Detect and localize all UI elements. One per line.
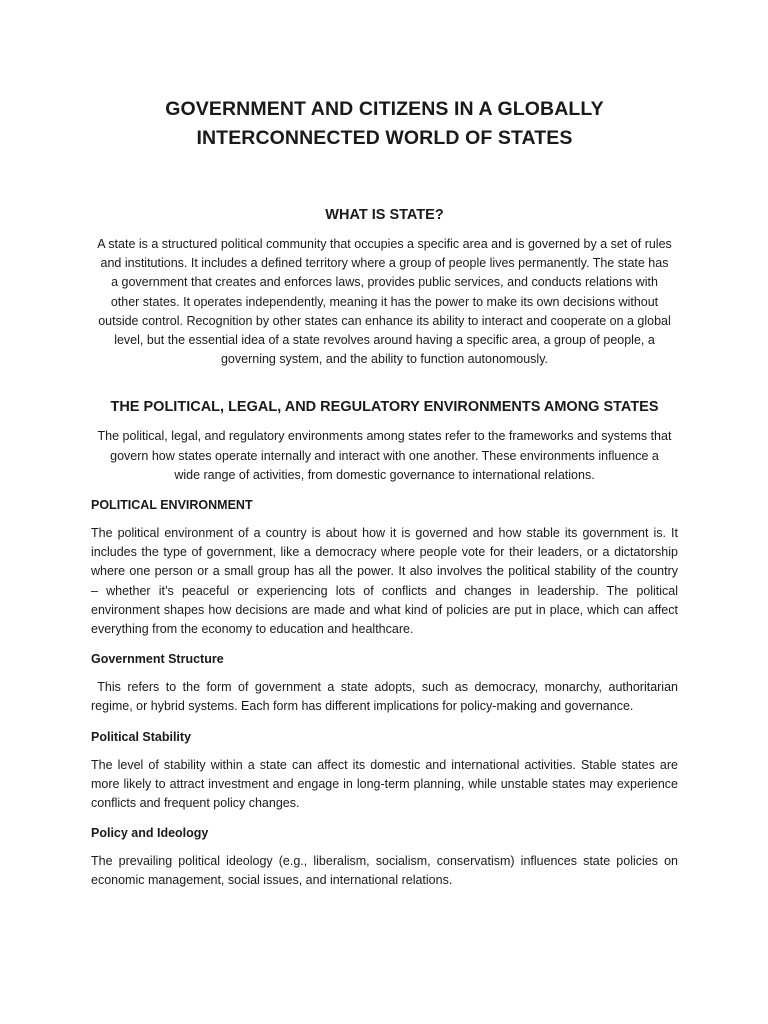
section-heading-environments: THE POLITICAL, LEGAL, AND REGULATORY ENVIRONMENTS AMONG STATES [110,399,659,416]
text-line: The prevailing political ideology (e.g., liberalism, socialism, conservatism) influences state policies on [91,854,678,869]
what-is-state-paragraph [91,235,678,369]
text-line: The political environment of a country is about how it is governed and how stable its government is. It [91,526,678,541]
text-line: The political, legal, and regulatory environments among states refer to the frameworks and systems that [97,429,672,444]
text-line: A state is a structured political community that occupies a specific area and is governed by a set of rules [97,237,672,251]
text-line: more likely to attract investment and engage in long-term planning, while unstable states may experience [91,776,678,791]
policy-ideology-paragraph [91,852,678,890]
title-line: GOVERNMENT AND CITIZENS IN A GLOBALLY [165,98,604,120]
text-line: everything from the economy to education and healthcare. [91,622,414,637]
text-line: includes the type of government, like a democracy where people vote for their leaders, or a dictatorship [91,545,678,560]
text-line: governing system, and the ability to function autonomously. [220,352,549,367]
environments-paragraph [91,427,678,485]
section-heading-what-is-state: WHAT IS STATE? [325,207,444,223]
political-environment-paragraph [91,524,678,639]
text-line: a government that creates and enforces laws, provides public services, and conducts relations with [111,275,658,290]
text-line: environment shapes how decisions are made and what kind of policies are put in place, which can affect [91,602,678,617]
text-line: – whether it’s peaceful or experiencing lots of conflicts and changes in leadership. The political [91,583,678,598]
text-line: conflicts and frequent policy changes. [91,796,300,811]
subheading-political-environment: POLITICAL ENVIRONMENT [91,498,253,513]
text-line: This refers to the form of government a state adopts, such as democracy, monarchy, authoritarian [91,680,678,695]
text-line: level, but the essential idea of a state revolves around having a specific area, a group of people, a [114,333,655,348]
subheading-government-structure: Government Structure [91,652,224,667]
text-line: outside control. Recognition by other states can enhance its ability to interact and cooperate on a global [98,313,671,328]
text-line: The level of stability within a state can affect its domestic and international activities. Stable states are [91,757,678,772]
text-line: other states. It operates independently, meaning it has the power to make its own decisions without [110,294,659,309]
title-line: INTERCONNECTED WORLD OF STATES [196,127,573,149]
text-line: regime, or hybrid systems. Each form has different implications for policy-making and governance. [91,699,634,714]
text-line: where one person or a small group has all the power. It also involves the political stability of the country [91,564,678,579]
document-title [91,0,678,153]
subheading-political-stability: Political Stability [91,729,192,744]
text-line: and institutions. It includes a defined territory where a group of people lives permanently. The state has [100,256,669,271]
subheading-policy-ideology: Policy and Ideology [91,826,209,841]
government-structure-paragraph [91,678,678,716]
text-line: govern how states operate internally and interact with one another. These environments influence a [110,448,659,463]
text-line: wide range of activities, from domestic governance to international relations. [174,467,595,482]
text-line: economic management, social issues, and international relations. [91,873,453,888]
political-stability-paragraph [91,756,678,814]
